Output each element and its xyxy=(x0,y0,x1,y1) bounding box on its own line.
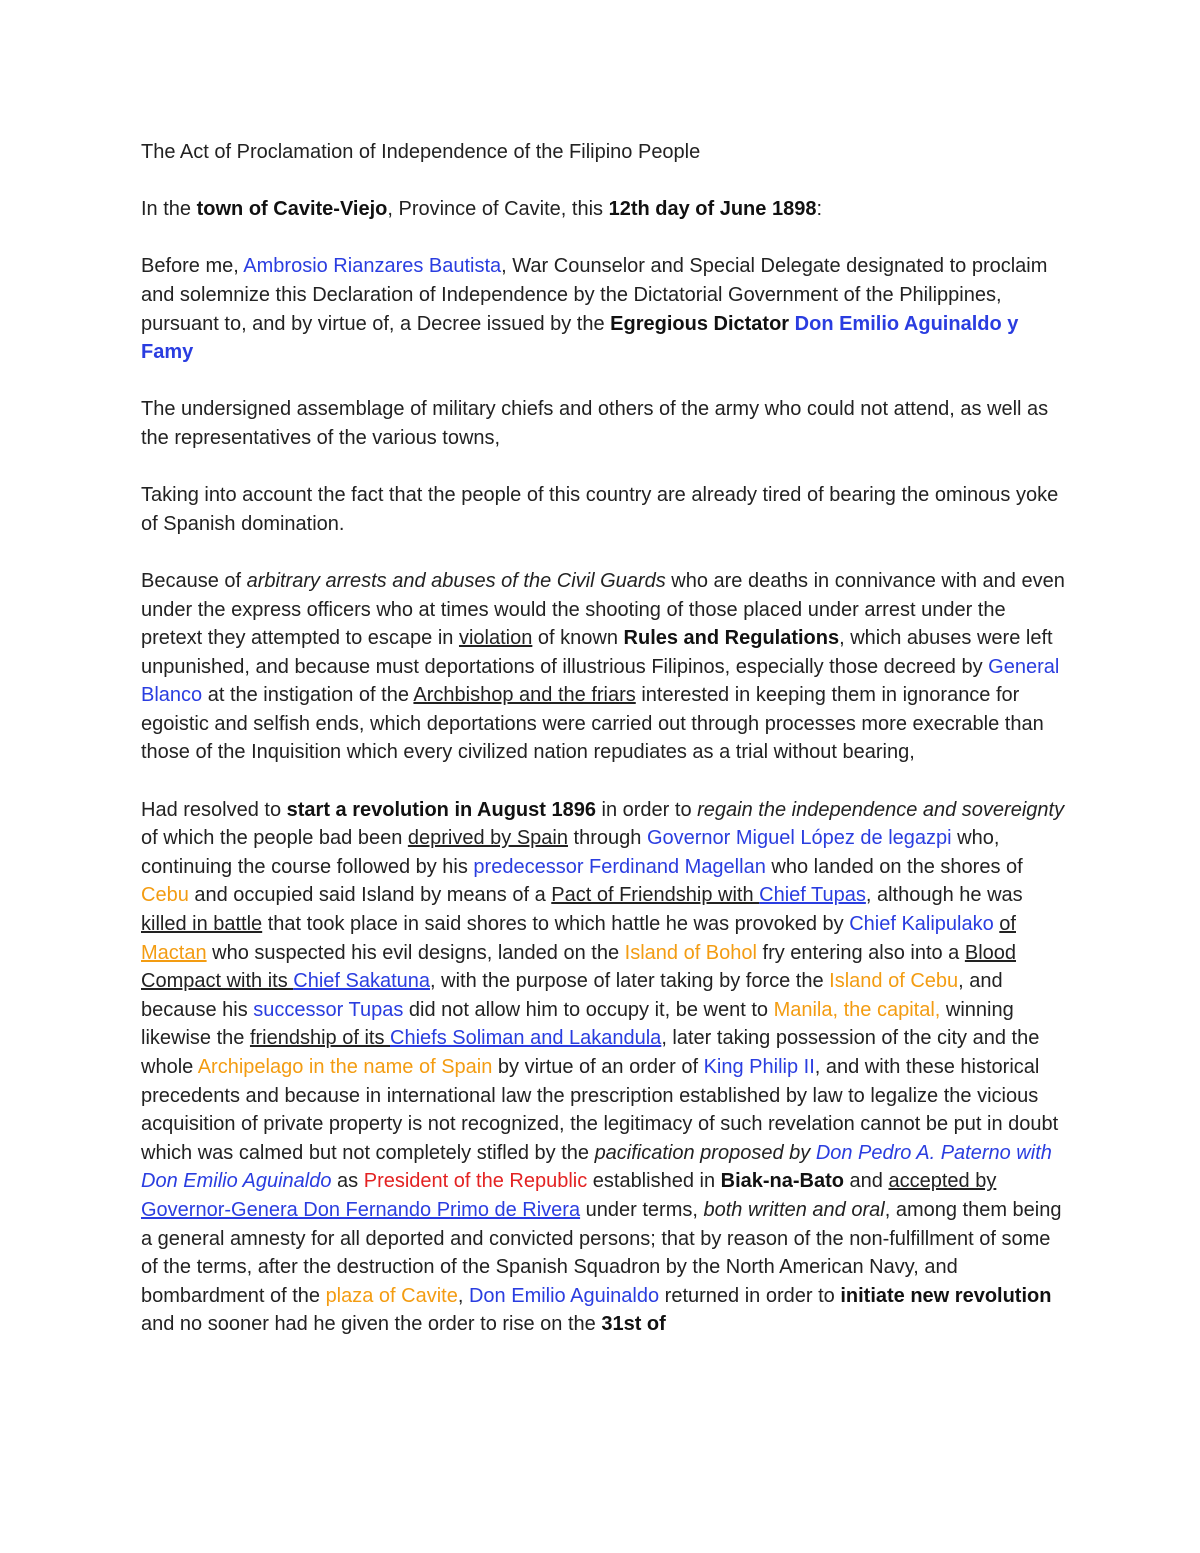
underlined-text: violation xyxy=(458,627,533,650)
underlined-text: Blood Compact with its xyxy=(141,941,1017,993)
text-segment: Had resolved to xyxy=(141,798,287,821)
person-name: Governor-Genera Don Fernando Primo de Rivera xyxy=(141,1198,581,1221)
italic-text: regain the independence and sovereignty xyxy=(697,798,1065,821)
text-segment: , and because his xyxy=(141,970,1003,1021)
text-segment: as xyxy=(331,1170,364,1193)
place-name: town of Cavite-Viejo xyxy=(196,198,388,221)
italic-text: pacification proposed by xyxy=(594,1141,816,1164)
text-segment: , later taking possession of the city and the whole xyxy=(141,1027,1040,1078)
text-segment: in order to xyxy=(595,798,698,821)
text-segment: by virtue of an order of xyxy=(492,1056,704,1078)
text-segment: , xyxy=(457,1284,469,1307)
place-name: Cebu xyxy=(141,884,189,907)
paragraph-place-date xyxy=(141,195,1066,224)
person-name: General Blanco xyxy=(141,655,1060,707)
italic-text: arbitrary arrests and abuses of the Civil Guards xyxy=(246,569,666,592)
underlined-text: accepted by xyxy=(888,1170,997,1193)
person-name: Don Emilio Aguinaldo xyxy=(468,1284,660,1307)
title-text: Egregious Dictator xyxy=(610,312,790,335)
title-text: President of the Republic xyxy=(363,1170,588,1193)
place-name: Mactan xyxy=(141,941,207,964)
text-segment: of known xyxy=(532,627,624,650)
underlined-text: Pact of Friendship with xyxy=(551,884,760,907)
paragraph-taking-account: Taking into account the fact that the people of this country are already tired of bearing the ominous yoke of Spanish domination. xyxy=(141,484,1059,535)
person-name: Don Emilio Aguinaldo y Famy xyxy=(141,312,1019,364)
date-text: 12th day of June 1898 xyxy=(608,198,817,221)
text-segment: and occupied said Island by means of a xyxy=(188,884,552,907)
place-name: Biak-na-Bato xyxy=(720,1170,844,1193)
italic-text: both written and oral xyxy=(703,1198,885,1221)
text-segment: of which the people bad been xyxy=(141,827,408,850)
place-name: Island of Bohol xyxy=(624,941,757,964)
paragraph-assemblage: The undersigned assemblage of military chiefs and others of the army who could not attend, as well as the representatives of the various towns, xyxy=(141,398,1049,449)
underlined-text: Archbishop and the friars xyxy=(413,684,636,707)
person-name: Governor Miguel López de legazpi xyxy=(646,827,952,850)
text-segment: at the instigation of the xyxy=(202,684,414,707)
text-segment: winning likewise the xyxy=(141,998,1014,1050)
text-segment: who suspected his evil designs, landed on the xyxy=(206,941,625,964)
text-segment: , which abuses were left unpunished, and because must deportations of illustrious Filipinos, especially those decreed by xyxy=(141,627,1053,678)
text-segment: Because of xyxy=(141,569,247,592)
person-name: King Philip II xyxy=(703,1056,815,1078)
text-segment: , with the purpose of later taking by force the xyxy=(430,970,830,993)
text-segment: did not allow him to occupy it, be went to xyxy=(403,998,774,1021)
text-segment: who landed on the shores of xyxy=(765,855,1023,878)
person-name: Chief Tupas xyxy=(759,884,866,907)
text-segment: , although he was xyxy=(865,884,1023,907)
underlined-text: deprived by Spain xyxy=(407,827,568,850)
underlined-text: of xyxy=(999,913,1016,936)
bold-text: 31st of xyxy=(601,1313,666,1336)
document-body xyxy=(141,138,1066,1368)
place-name: Archipelago in the name of Spain xyxy=(197,1056,493,1078)
person-name: successor Tupas xyxy=(253,998,404,1021)
person-name: Ambrosio Rianzares Bautista xyxy=(243,255,502,278)
text-segment: through xyxy=(567,827,647,850)
document-title: The Act of Proclamation of Independence of the Filipino People xyxy=(141,141,701,163)
place-name: plaza of Cavite xyxy=(325,1284,458,1307)
person-name: Chiefs Soliman and Lakandula xyxy=(390,1027,662,1050)
text-segment: who are deaths in connivance with and even under the express officers who at times would the shooting of those placed under arrest under the pretext they attempted to escape in xyxy=(141,569,1065,650)
text-segment: : xyxy=(816,198,823,221)
text-segment: that took place in said shores to which hattle he was provoked by xyxy=(262,913,850,936)
person-name: Chief Sakatuna xyxy=(293,970,431,993)
text-segment: and no sooner had he given the order to rise on the xyxy=(141,1313,602,1336)
text-segment: who, continuing the course followed by his xyxy=(141,827,1000,878)
text-segment: under terms, xyxy=(580,1198,704,1221)
underlined-text: friendship of its xyxy=(249,1027,391,1050)
bold-text: start a revolution in August 1896 xyxy=(286,798,596,821)
text-segment: fry entering also into a xyxy=(756,941,965,964)
paragraph-had-resolved xyxy=(141,796,1066,1339)
text-segment: , Province of Cavite, this xyxy=(387,198,609,221)
text-segment: , War Counselor and Special Delegate designated to proclaim and solemnize this Declaration of Independence by the Dictatorial Government of the Philippines, pursuant to, and by virtue of, a Decree issued by the xyxy=(141,255,1048,335)
text-segment: , among them being a general amnesty for all deported and convicted persons; that by reason of the non-fulfillment of some of the terms, after the destruction of the Spanish Squadron by the North American Navy, and bombardment of the xyxy=(141,1198,1062,1307)
place-name: Island of Cebu xyxy=(829,970,959,993)
person-name: Chief Kalipulako xyxy=(849,913,994,936)
paragraph-before-me xyxy=(141,252,1066,366)
text-segment: In the xyxy=(141,198,197,221)
text-segment: established in xyxy=(587,1170,721,1193)
place-name: Manila, the capital, xyxy=(773,998,941,1021)
person-name: Don Pedro A. Paterno with Don Emilio Aguinaldo xyxy=(141,1141,1052,1193)
text-segment: interested in keeping them in ignorance for egoistic and selfish ends, which deportations were carried out through processes more execrable than those of the Inquisition which every civilized nation repudiates as a trial without bearing, xyxy=(141,684,1044,764)
bold-text: Rules and Regulations xyxy=(623,627,840,650)
person-name: predecessor Ferdinand Magellan xyxy=(473,855,766,878)
text-segment: Before me, xyxy=(141,255,244,278)
text-segment: , and with these historical precedents and because in international law the prescription established by law to legalize the vicious acquisition of private property is not recognized, the legitimacy of such revelation cannot be put in doubt which was calmed but not completely stifled by the xyxy=(141,1056,1059,1164)
bold-text: initiate new revolution xyxy=(840,1284,1052,1307)
paragraph-because-of xyxy=(141,567,1066,767)
text-segment: returned in order to xyxy=(659,1284,841,1307)
text-segment: and xyxy=(843,1170,889,1193)
underlined-text: killed in battle xyxy=(141,913,263,936)
